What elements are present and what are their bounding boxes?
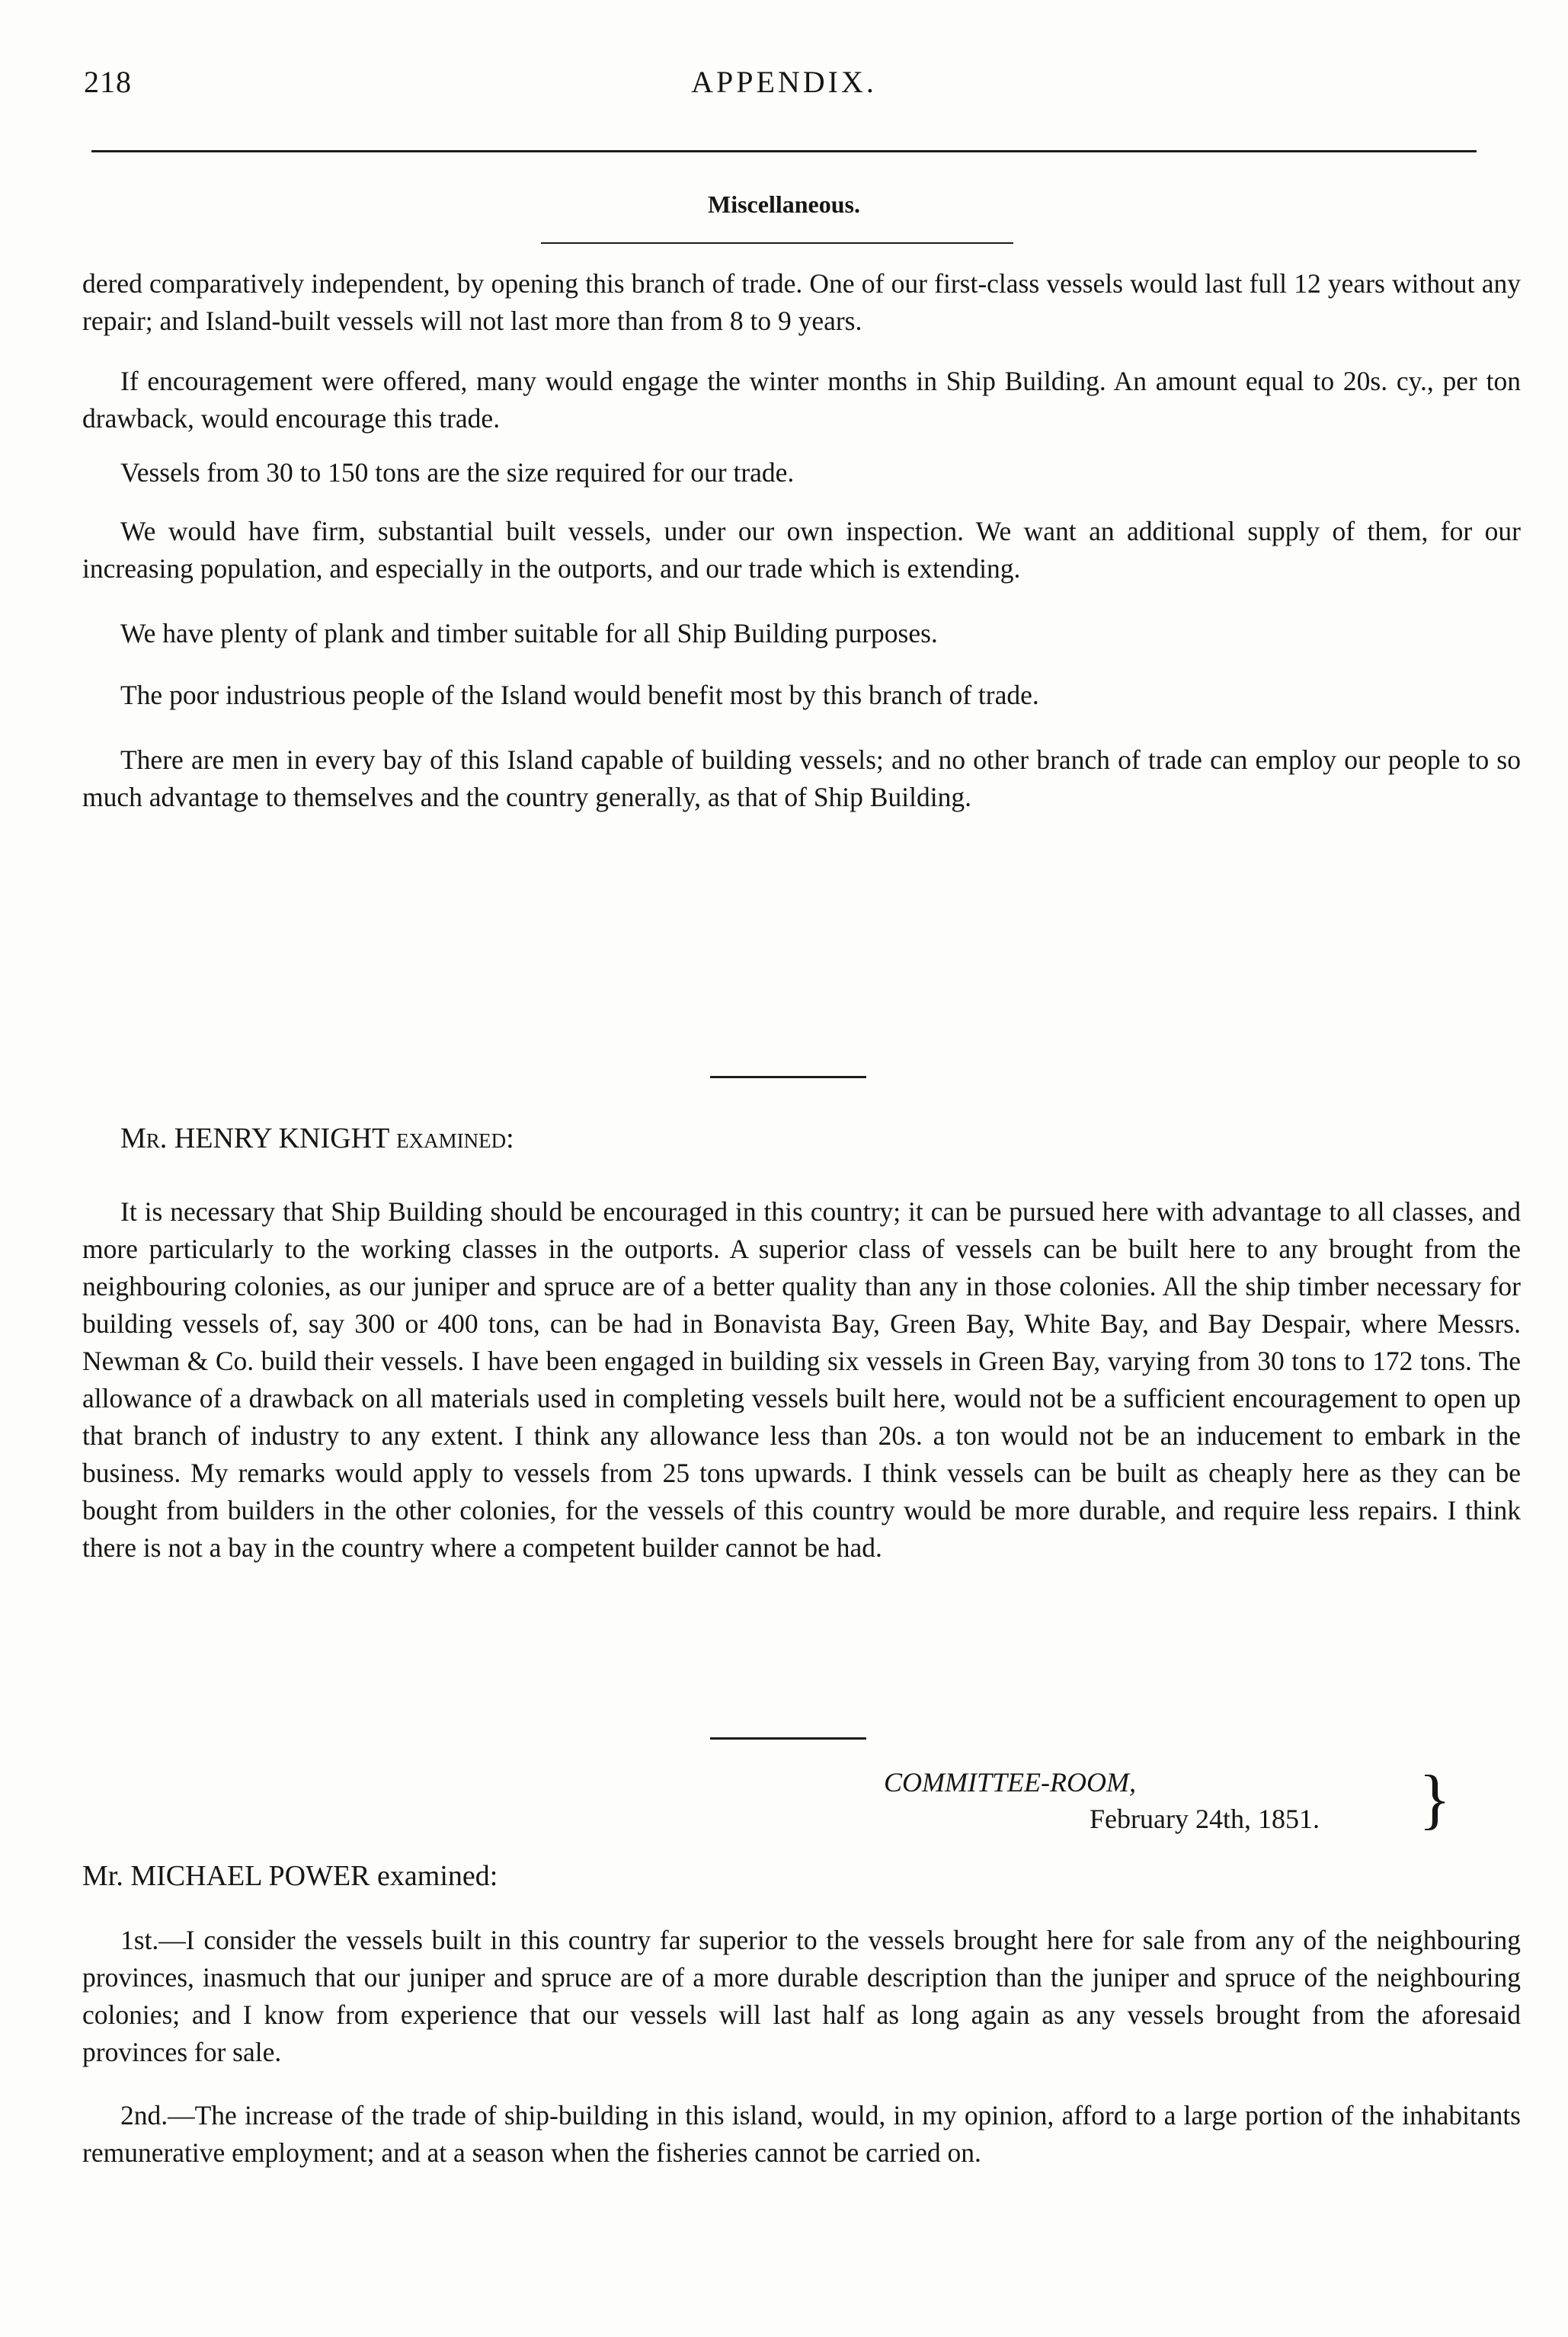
- paragraph: Vessels from 30 to 150 tons are the size required for our trade.: [120, 457, 795, 488]
- paragraph: 1st.—I consider the vessels built in this country far superior to the vessels brought here for sale from any of the neighbouring provinces, inasmuch that our juniper and spruce are of a more durable description than the juniper and spruce of the neighbouring colonies; and I know from experience that our vessels will last half as long again as any vessels brought from the aforesaid provinces for sale.: [82, 1925, 1521, 2067]
- paragraph: We have plenty of plank and timber suitable for all Ship Building purposes.: [120, 618, 938, 648]
- page-number: 218: [84, 65, 132, 99]
- dateline-date: February 24th, 1851.: [1090, 1804, 1320, 1834]
- section-separator: [710, 1076, 866, 1078]
- paragraph: We would have firm, substantial built vessels, under our own inspection. We want an additional supply of them, for our increasing population, and especially in the outports, and our trade which is extending.: [82, 516, 1521, 584]
- header-rule: [91, 150, 1477, 152]
- witness-heading: Mr. HENRY KNIGHT examined:: [120, 1122, 514, 1154]
- paragraph: dered comparatively independent, by opening this branch of trade. One of our first-class vessels would last full 12 years without any repair; and Island-built vessels will not last more than from 8 to 9 years.: [82, 268, 1521, 336]
- section-separator: [710, 1737, 866, 1740]
- paragraph: If encouragement were offered, many would engage the winter months in Ship Building. An amount equal to 20s. cy., per ton drawback, would encourage this trade.: [82, 366, 1521, 434]
- brace-mark: }: [1419, 1762, 1451, 1836]
- continuation-block: [82, 265, 1521, 816]
- witness-heading: Mr. MICHAEL POWER examined:: [82, 1860, 498, 1892]
- section-rule: [541, 242, 1013, 244]
- paragraph: There are men in every bay of this Island capable of building vessels; and no other branch of trade can employ our people to so much advantage to themselves and the country generally, as that of Ship Building.: [82, 744, 1521, 812]
- dateline-place: COMMITTEE-ROOM,: [884, 1767, 1136, 1798]
- running-head: APPENDIX.: [691, 65, 877, 99]
- paragraph: 2nd.—The increase of the trade of ship-building in this island, would, in my opinion, afford to a large portion of the inhabitants remunerative employment; and at a season when the fisheries cannot be carried on.: [82, 2100, 1521, 2168]
- section-title: Miscellaneous.: [708, 190, 860, 218]
- testimony-block: [82, 1922, 1521, 2172]
- paragraph: It is necessary that Ship Building should be encouraged in this country; it can be pursued here with advantage to all classes, and more particularly to the working classes in the outports. A superior class of vessels can be built here to any brought from the neighbouring colonies, as our juniper and spruce are of a better quality than any in those colonies. All the ship timber necessary for building vessels of, say 300 or 400 tons, can be had in Bonavista Bay, Green Bay, White Bay, and Bay Despair, where Messrs. Newman & Co. build their vessels. I have been engaged in building six vessels in Green Bay, varying from 30 tons to 172 tons. The allowance of a drawback on all materials used in completing vessels built here, would not be a sufficient encouragement to open up that branch of industry to any extent. I think any allowance less than 20s. a ton would not be an inducement to embark in the business. My remarks would apply to vessels from 25 tons upwards. I think vessels can be built as cheaply here as they can be bought from builders in the other colonies, for the vessels of this country would be more durable, and require less repairs. I think there is not a bay in the country where a competent builder cannot be had.: [82, 1196, 1521, 1563]
- page-header: [84, 64, 1484, 110]
- dateline: [876, 1764, 1320, 1837]
- paragraph: The poor industrious people of the Island would benefit most by this branch of trade.: [120, 680, 1039, 710]
- testimony-block: [82, 1193, 1521, 1567]
